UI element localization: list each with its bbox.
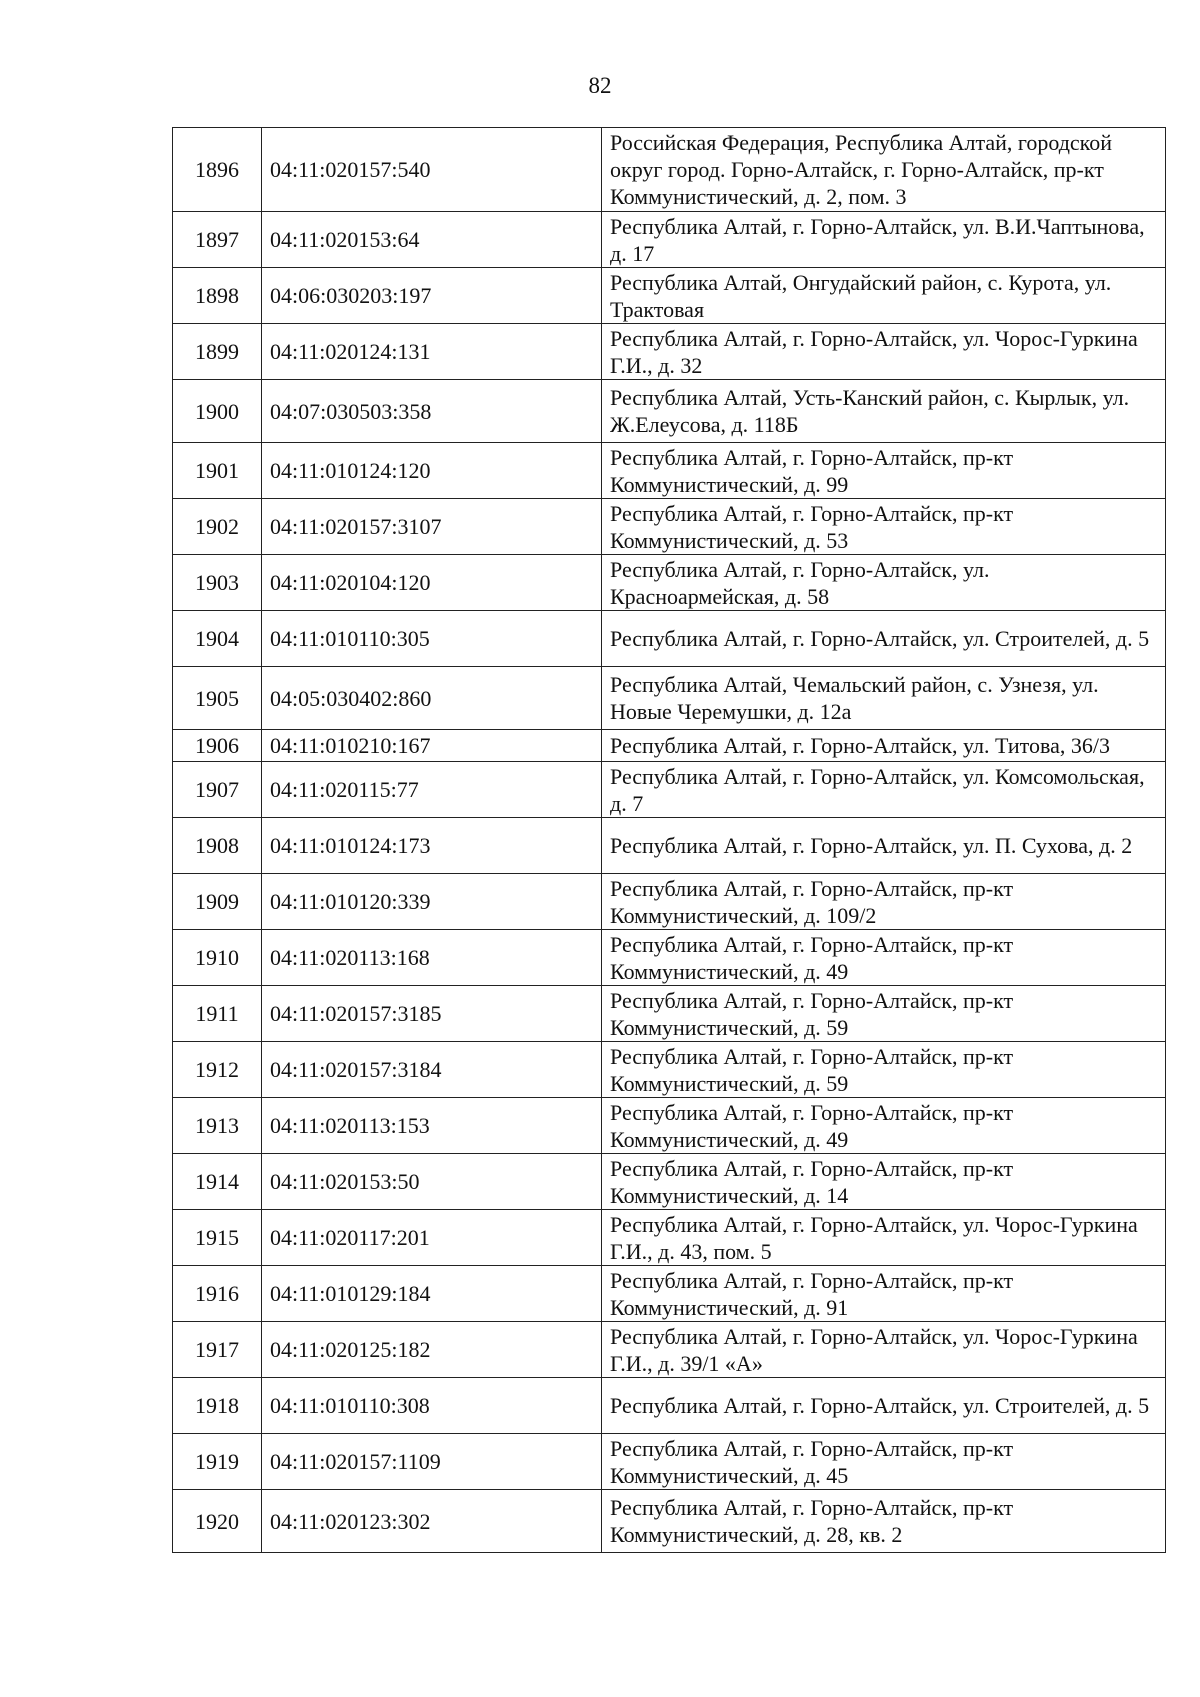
cadastral-number-cell: 04:11:020157:1109 <box>262 1434 602 1490</box>
row-number-cell: 1897 <box>173 212 262 268</box>
cadastral-number-cell: 04:11:020104:120 <box>262 555 602 611</box>
row-number-cell: 1901 <box>173 443 262 499</box>
table-row <box>173 986 1166 1042</box>
address-cell: Республика Алтай, г. Горно-Алтайск, пр-кт Коммунистический, д. 59 <box>602 986 1166 1042</box>
address-cell: Республика Алтай, г. Горно-Алтайск, ул. Комсомольская, д. 7 <box>602 762 1166 818</box>
row-number-cell: 1898 <box>173 268 262 324</box>
row-number-cell: 1903 <box>173 555 262 611</box>
cadastral-number-cell: 04:11:010124:120 <box>262 443 602 499</box>
page-number: 82 <box>588 73 612 98</box>
address-cell: Республика Алтай, г. Горно-Алтайск, пр-кт Коммунистический, д. 28, кв. 2 <box>602 1490 1166 1553</box>
table-row <box>173 212 1166 268</box>
table-row <box>173 443 1166 499</box>
address-cell: Республика Алтай, г. Горно-Алтайск, ул. Красноармейская, д. 58 <box>602 555 1166 611</box>
table-row <box>173 499 1166 555</box>
row-number-cell: 1902 <box>173 499 262 555</box>
cadastral-number-cell: 04:05:030402:860 <box>262 667 602 730</box>
address-cell: Республика Алтай, г. Горно-Алтайск, пр-кт Коммунистический, д. 99 <box>602 443 1166 499</box>
row-number-cell: 1910 <box>173 930 262 986</box>
address-cell: Республика Алтай, г. Горно-Алтайск, пр-кт Коммунистический, д. 59 <box>602 1042 1166 1098</box>
cadastral-number-cell: 04:11:020113:168 <box>262 930 602 986</box>
address-cell: Республика Алтай, г. Горно-Алтайск, ул. Чорос-Гуркина Г.И., д. 39/1 «А» <box>602 1322 1166 1378</box>
row-number-cell: 1914 <box>173 1154 262 1210</box>
cadastral-number-cell: 04:11:020115:77 <box>262 762 602 818</box>
cadastral-number-cell: 04:11:020123:302 <box>262 1490 602 1553</box>
address-cell: Республика Алтай, г. Горно-Алтайск, пр-кт Коммунистический, д. 45 <box>602 1434 1166 1490</box>
table-row <box>173 1098 1166 1154</box>
cadastral-number-cell: 04:11:010210:167 <box>262 730 602 762</box>
cadastral-number-cell: 04:11:010110:305 <box>262 611 602 667</box>
row-number-cell: 1918 <box>173 1378 262 1434</box>
row-number-cell: 1915 <box>173 1210 262 1266</box>
table-row <box>173 874 1166 930</box>
table-row <box>173 667 1166 730</box>
cadastral-number-cell: 04:11:020157:540 <box>262 128 602 212</box>
address-cell: Российская Федерация, Республика Алтай, городской округ город. Горно-Алтайск, г. Горно-Алтайск, пр-кт Коммунистический, д. 2, пом. 3 <box>602 128 1166 212</box>
cadastral-number-cell: 04:11:020124:131 <box>262 324 602 380</box>
address-cell: Республика Алтай, г. Горно-Алтайск, пр-кт Коммунистический, д. 49 <box>602 1098 1166 1154</box>
table-row <box>173 1322 1166 1378</box>
address-cell: Республика Алтай, г. Горно-Алтайск, ул. Чорос-Гуркина Г.И., д. 32 <box>602 324 1166 380</box>
cadastral-number-cell: 04:11:020157:3184 <box>262 1042 602 1098</box>
address-cell: Республика Алтай, Усть-Канский район, с. Кырлык, ул. Ж.Елеусова, д. 118Б <box>602 380 1166 443</box>
row-number-cell: 1919 <box>173 1434 262 1490</box>
row-number-cell: 1907 <box>173 762 262 818</box>
table-row <box>173 930 1166 986</box>
row-number-cell: 1911 <box>173 986 262 1042</box>
address-cell: Республика Алтай, г. Горно-Алтайск, ул. Строителей, д. 5 <box>602 611 1166 667</box>
table-row <box>173 730 1166 762</box>
cadastral-number-cell: 04:07:030503:358 <box>262 380 602 443</box>
table-row <box>173 611 1166 667</box>
row-number-cell: 1913 <box>173 1098 262 1154</box>
table-row <box>173 1042 1166 1098</box>
table-row <box>173 818 1166 874</box>
cadastral-number-cell: 04:11:020153:64 <box>262 212 602 268</box>
cadastral-number-cell: 04:11:010124:173 <box>262 818 602 874</box>
row-number-cell: 1896 <box>173 128 262 212</box>
cadastral-number-cell: 04:11:020113:153 <box>262 1098 602 1154</box>
address-cell: Республика Алтай, г. Горно-Алтайск, ул. Титова, 36/3 <box>602 730 1166 762</box>
table-row <box>173 762 1166 818</box>
address-cell: Республика Алтай, г. Горно-Алтайск, пр-кт Коммунистический, д. 14 <box>602 1154 1166 1210</box>
row-number-cell: 1912 <box>173 1042 262 1098</box>
table-row <box>173 128 1166 212</box>
address-cell: Республика Алтай, Онгудайский район, с. Курота, ул. Трактовая <box>602 268 1166 324</box>
cadastral-number-cell: 04:11:010110:308 <box>262 1378 602 1434</box>
address-cell: Республика Алтай, Чемальский район, с. Узнезя, ул. Новые Черемушки, д. 12а <box>602 667 1166 730</box>
row-number-cell: 1906 <box>173 730 262 762</box>
row-number-cell: 1905 <box>173 667 262 730</box>
registry-table-body <box>173 128 1166 1553</box>
row-number-cell: 1900 <box>173 380 262 443</box>
cadastral-number-cell: 04:11:020117:201 <box>262 1210 602 1266</box>
table-row <box>173 268 1166 324</box>
address-cell: Республика Алтай, г. Горно-Алтайск, пр-кт Коммунистический, д. 53 <box>602 499 1166 555</box>
table-row <box>173 380 1166 443</box>
cadastral-number-cell: 04:11:020153:50 <box>262 1154 602 1210</box>
row-number-cell: 1917 <box>173 1322 262 1378</box>
address-cell: Республика Алтай, г. Горно-Алтайск, ул. Чорос-Гуркина Г.И., д. 43, пом. 5 <box>602 1210 1166 1266</box>
address-cell: Республика Алтай, г. Горно-Алтайск, ул. В.И.Чаптынова, д. 17 <box>602 212 1166 268</box>
address-cell: Республика Алтай, г. Горно-Алтайск, ул. Строителей, д. 5 <box>602 1378 1166 1434</box>
cadastral-number-cell: 04:11:020157:3107 <box>262 499 602 555</box>
cadastral-number-cell: 04:11:010129:184 <box>262 1266 602 1322</box>
table-row <box>173 555 1166 611</box>
row-number-cell: 1904 <box>173 611 262 667</box>
row-number-cell: 1908 <box>173 818 262 874</box>
table-row <box>173 1210 1166 1266</box>
row-number-cell: 1909 <box>173 874 262 930</box>
table-row <box>173 1378 1166 1434</box>
cadastral-number-cell: 04:11:010120:339 <box>262 874 602 930</box>
cadastral-number-cell: 04:06:030203:197 <box>262 268 602 324</box>
row-number-cell: 1899 <box>173 324 262 380</box>
table-row <box>173 1154 1166 1210</box>
cadastral-number-cell: 04:11:020157:3185 <box>262 986 602 1042</box>
address-cell: Республика Алтай, г. Горно-Алтайск, пр-кт Коммунистический, д. 109/2 <box>602 874 1166 930</box>
address-cell: Республика Алтай, г. Горно-Алтайск, пр-кт Коммунистический, д. 49 <box>602 930 1166 986</box>
table-row <box>173 1490 1166 1553</box>
table-row <box>173 324 1166 380</box>
registry-table <box>172 127 1166 1553</box>
table-row <box>173 1434 1166 1490</box>
row-number-cell: 1920 <box>173 1490 262 1553</box>
row-number-cell: 1916 <box>173 1266 262 1322</box>
cadastral-number-cell: 04:11:020125:182 <box>262 1322 602 1378</box>
address-cell: Республика Алтай, г. Горно-Алтайск, ул. П. Сухова, д. 2 <box>602 818 1166 874</box>
table-row <box>173 1266 1166 1322</box>
address-cell: Республика Алтай, г. Горно-Алтайск, пр-кт Коммунистический, д. 91 <box>602 1266 1166 1322</box>
